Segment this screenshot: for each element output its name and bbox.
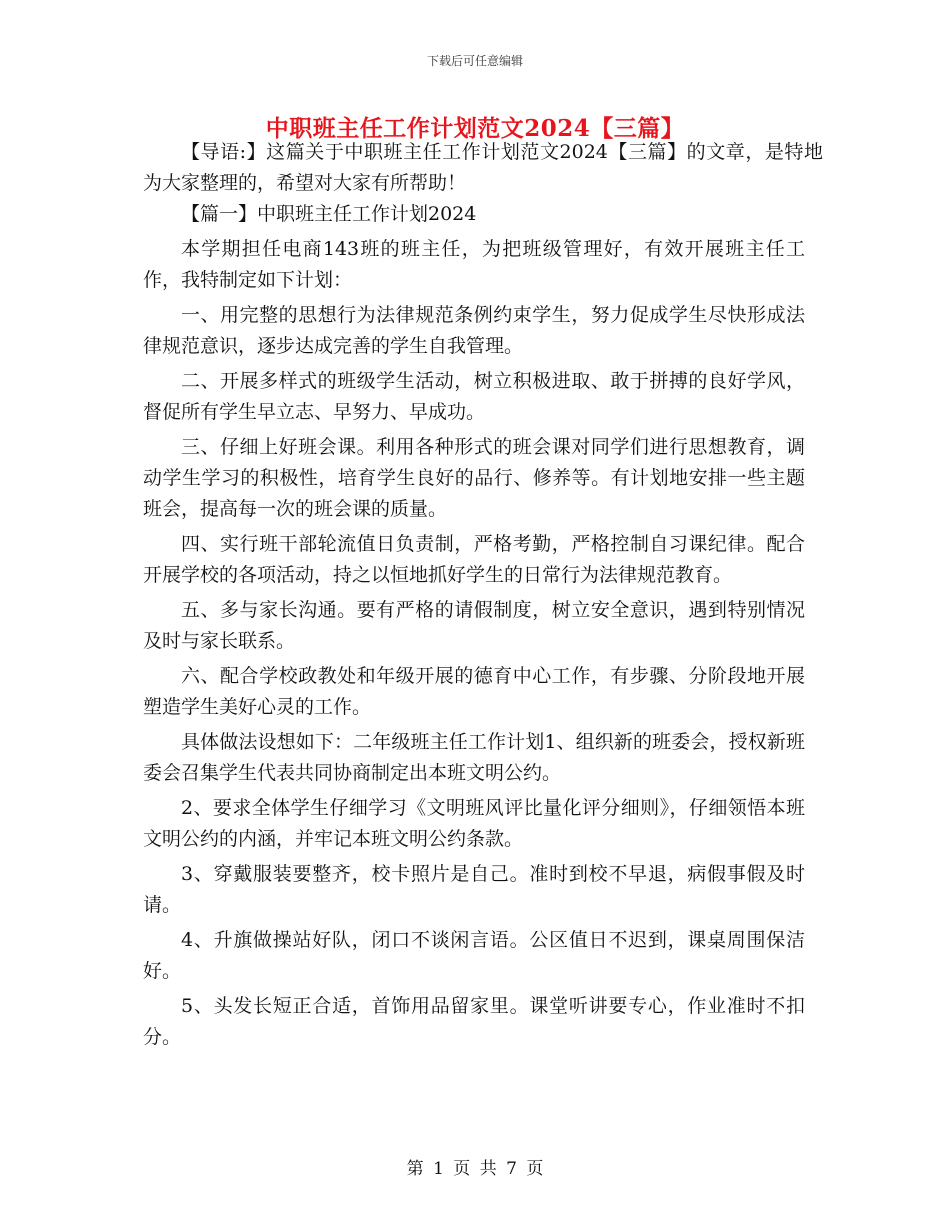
body-paragraph: 2、要求全体学生仔细学习《文明班风评比量化评分细则》，仔细领悟本班文明公约的内涵，并牢记本班文明公约条款。 bbox=[143, 797, 805, 850]
page-number: 第 1 页 共 7 页 bbox=[406, 1159, 544, 1179]
body-paragraph: 本学期担任电商143班的班主任，为把班级管理好，有效开展班主任工作，我特制定如下计划： bbox=[143, 238, 805, 291]
body-paragraph: 5、头发长短正合适，首饰用品留家里。课堂听讲要专心，作业准时不扣分。 bbox=[143, 995, 805, 1048]
body-paragraph: 五、多与家长沟通。要有严格的请假制度，树立安全意识，遇到特别情况及时与家长联系。 bbox=[143, 599, 805, 652]
body-paragraph: 六、配合学校政教处和年级开展的德育中心工作，有步骤、分阶段地开展塑造学生美好心灵的工作。 bbox=[143, 665, 805, 718]
body-paragraph: 具体做法设想如下：二年级班主任工作计划1、组织新的班委会，授权新班委会召集学生代表共同协商制定出本班文明公约。 bbox=[143, 731, 805, 784]
intro-text: 【导语:】这篇关于中职班主任工作计划范文2024【三篇】的文章，是特地为大家整理的，希望对大家有所帮助！ bbox=[143, 141, 823, 194]
section-heading: 【篇一】中职班主任工作计划2024 bbox=[181, 203, 477, 225]
header-note: 下载后可任意编辑 bbox=[426, 54, 523, 68]
body-paragraph: 4、升旗做操站好队，闭口不谈闲言语。公区值日不迟到，课桌周围保洁好。 bbox=[143, 929, 805, 982]
document-title: 中职班主任工作计划范文2024【三篇】 bbox=[265, 115, 685, 142]
body-paragraph: 一、用完整的思想行为法律规范条例约束学生，努力促成学生尽快形成法律规范意识，逐步达成完善的学生自我管理。 bbox=[143, 304, 805, 357]
body-paragraph: 四、实行班干部轮流值日负责制，严格考勤，严格控制自习课纪律。配合开展学校的各项活动，持之以恒地抓好学生的日常行为法律规范教育。 bbox=[143, 533, 805, 586]
body-paragraph: 三、仔细上好班会课。利用各种形式的班会课对同学们进行思想教育，调动学生学习的积极性，培育学生良好的品行、修养等。有计划地安排一些主题班会，提高每一次的班会课的质量。 bbox=[143, 436, 805, 520]
body-paragraph: 二、开展多样式的班级学生活动，树立积极进取、敢于拼搏的良好学风，督促所有学生早立志、早努力、早成功。 bbox=[143, 370, 805, 423]
intro-paragraph bbox=[143, 137, 823, 203]
document-body bbox=[143, 199, 805, 1057]
body-paragraph: 3、穿戴服装要整齐，校卡照片是自己。准时到校不早退，病假事假及时请。 bbox=[143, 863, 805, 916]
